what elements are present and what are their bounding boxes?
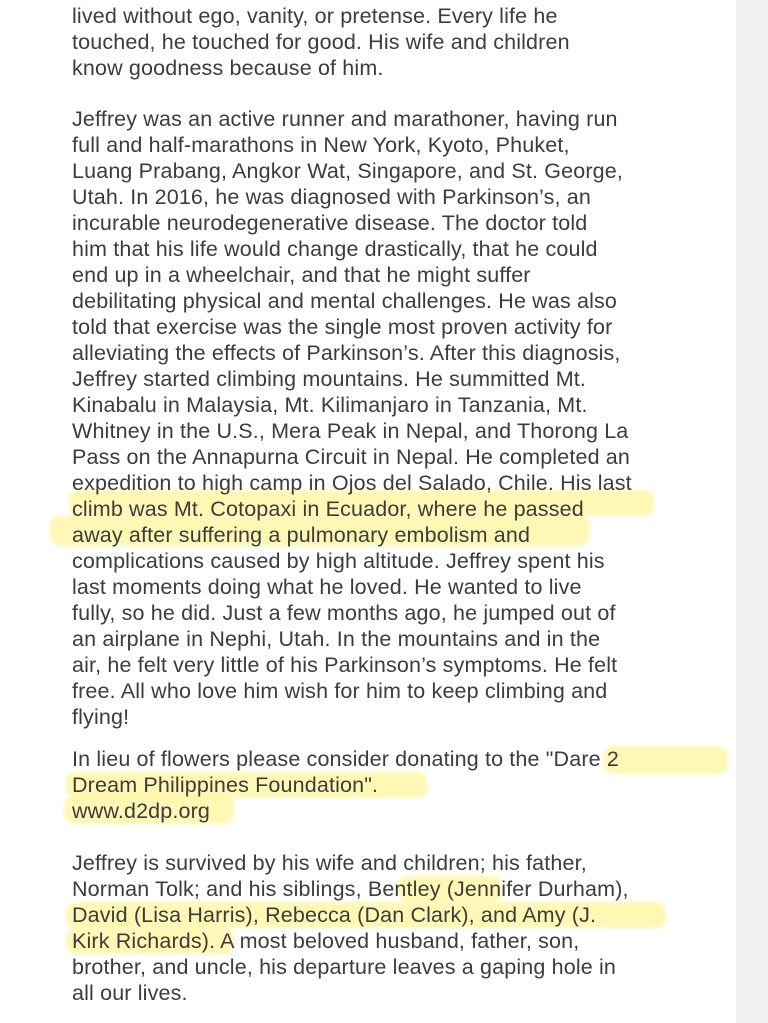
scrollbar-track[interactable] [736,0,768,1023]
text-line: away after suffering a pulmonary embolism and [72,523,531,547]
text-line: know goodness because of him. [72,56,384,80]
text-line: flying! [72,705,130,729]
text-line: Whitney in the U.S., Mera Peak in Nepal, and Thorong La [72,419,629,443]
text-line: him that his life would change drastically, that he could [72,237,598,261]
text-line: free. All who love him wish for him to keep climbing and [72,679,608,703]
text-line: air, he felt very little of his Parkinson’s symptoms. He felt [72,653,618,677]
text-line: brother, and uncle, his departure leaves a gaping hole in [72,955,617,979]
text-line: Dream Philippines Foundation". [72,773,379,797]
text-line: touched, he touched for good. His wife and children [72,30,570,54]
text-line: told that exercise was the single most proven activity for [72,315,613,339]
text-line: all our lives. [72,981,188,1005]
text-line: full and half-marathons in New York, Kyoto, Phuket, [72,133,570,157]
text-line: Kinabalu in Malaysia, Mt. Kilimanjaro in Tanzania, Mt. [72,393,588,417]
text-line: end up in a wheelchair, and that he might suffer [72,263,531,287]
text-line: climb was Mt. Cotopaxi in Ecuador, where he passed [72,497,584,521]
highlight-mark [604,746,728,774]
text-line: David (Lisa Harris), Rebecca (Dan Clark), and Amy (J. [72,903,597,927]
text-line: Jeffrey is survived by his wife and children; his father, [72,851,587,875]
text-line: Luang Prabang, Angkor Wat, Singapore, and St. George, [72,159,623,183]
text-line: incurable neurodegenerative disease. The doctor told [72,211,588,235]
text-line: In lieu of flowers please consider donating to the "Dare 2 [72,747,619,771]
text-line: debilitating physical and mental challenges. He was also [72,289,618,313]
text-line: Norman Tolk; and his siblings, Bentley (Jennifer Durham), [72,877,629,901]
website-link[interactable]: www.d2dp.org [72,799,211,823]
text-line: last moments doing what he loved. He wanted to live [72,575,582,599]
text-line: expedition to high camp in Ojos del Salado, Chile. His last [72,471,632,495]
text-line: alleviating the effects of Parkinson’s. After this diagnosis, [72,341,621,365]
text-line: fully, so he did. Just a few months ago, he jumped out of [72,601,616,625]
text-line: Jeffrey was an active runner and marathoner, having run [72,107,618,131]
text-line: Pass on the Annapurna Circuit in Nepal. He completed an [72,445,631,469]
text-line: Jeffrey started climbing mountains. He summitted Mt. [72,367,587,391]
text-line: an airplane in Nephi, Utah. In the mountains and in the [72,627,601,651]
text-line: Kirk Richards). A most beloved husband, father, son, [72,929,580,953]
text-line: Utah. In 2016, he was diagnosed with Parkinson’s, an [72,185,591,209]
text-line: complications caused by high altitude. Jeffrey spent his [72,549,605,573]
text-line: lived without ego, vanity, or pretense. Every life he [72,4,558,28]
